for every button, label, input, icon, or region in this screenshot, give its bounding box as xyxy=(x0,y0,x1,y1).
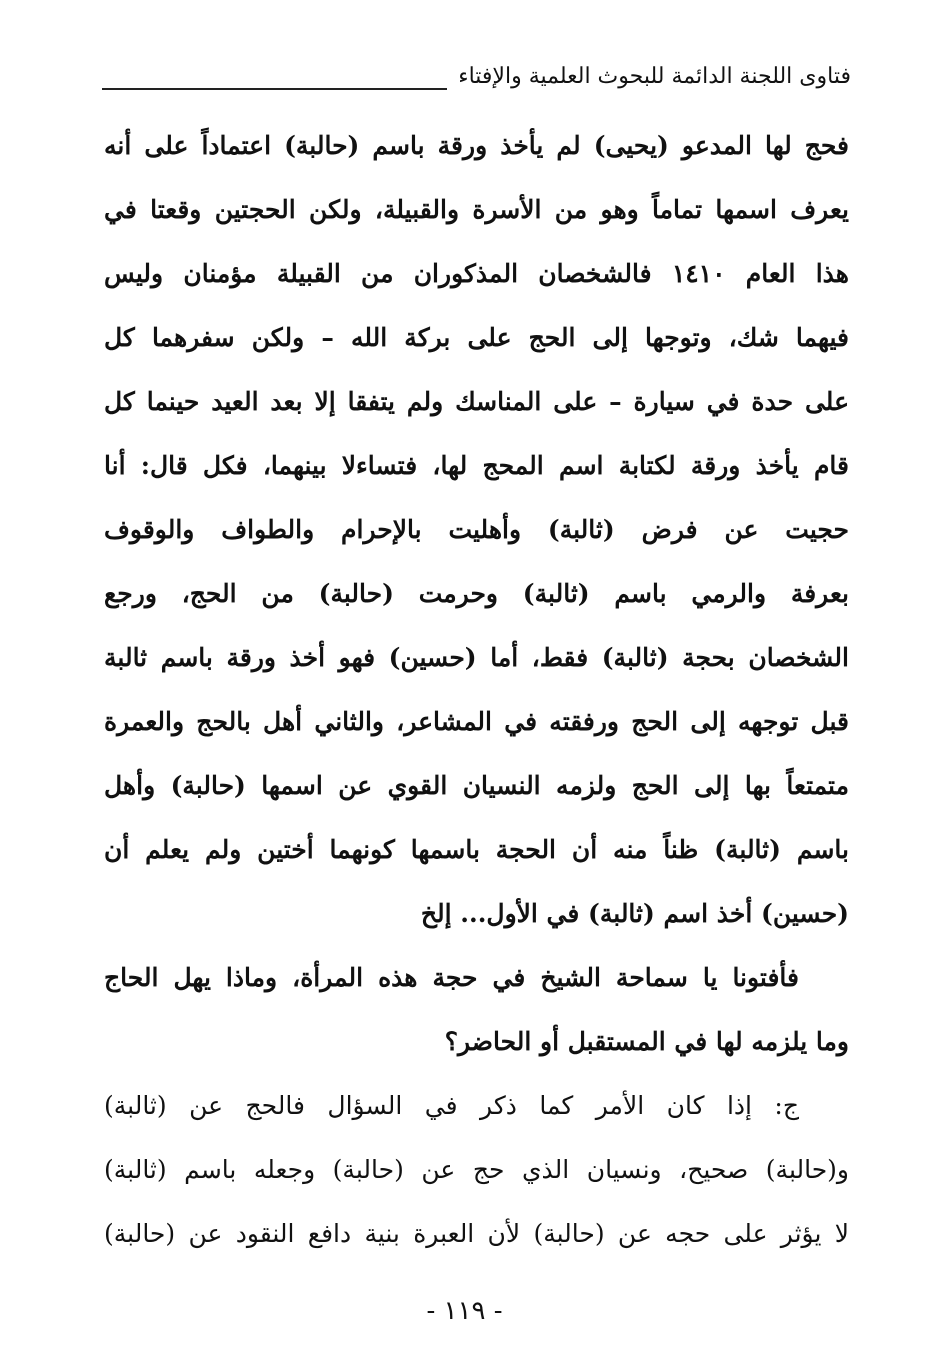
page-number: - ١١٩ - xyxy=(426,1296,503,1326)
question-line: الشخصان بحجة (ثالبة) فقط، أما (حسين) فهو أخذ ورقة باسم ثالبة xyxy=(104,643,849,672)
question-line: فحج لها المدعو (يحيى) لم يأخذ ورقة باسم (حالبة) اعتماداً على أنه xyxy=(104,131,849,160)
question-line: قبل توجهه إلى الحج ورفقته في المشاعر، والثاني أهل بالحج والعمرة xyxy=(104,707,849,736)
request-line: وما يلزمه لها في المستقبل أو الحاضر؟ xyxy=(444,1027,849,1056)
question-line: متمتعاً بها إلى الحج ولزمه النسيان القوي عن اسمها (حالبة) وأهل xyxy=(104,771,849,800)
request-paragraph xyxy=(104,946,849,1074)
question-paragraph xyxy=(104,114,849,946)
question-line: فيهما شك، وتوجها إلى الحج على بركة الله – ولكن سفرهما كل xyxy=(104,323,849,352)
request-line: فأفتونا يا سماحة الشيخ في حجة هذه المرأة، وماذا يهل الحاج xyxy=(104,963,799,992)
body-text xyxy=(104,114,849,1266)
question-line: (حسين) أخذ اسم (ثالبة) في الأول... إلخ xyxy=(420,899,849,928)
question-line: بعرفة والرمي باسم (ثالبة) وحرمت (حالبة) من الحج، ورجع xyxy=(104,579,849,608)
question-line: حجيت عن فرض (ثالبة) وأهليت بالإحرام والطواف والوقوف xyxy=(104,515,849,544)
header-rule xyxy=(102,88,447,90)
question-line: هذا العام ١٤١٠ فالشخصان المذكوران من القبيلة مؤمنان وليس xyxy=(104,259,849,288)
header-title: فتاوى اللجنة الدائمة للبحوث العلمية والإفتاء xyxy=(458,64,851,89)
answer-line: لا يؤثر على حجه عن (حالبة) لأن العبرة بنية دافع النقود عن (حالبة) xyxy=(104,1219,849,1248)
question-line: يعرف اسمها تماماً وهو من الأسرة والقبيلة، ولكن الحجتين وقعتا في xyxy=(104,195,849,224)
question-line: على حدة في سيارة – على المناسك ولم يتفقا إلا بعد العيد حينما كل xyxy=(104,387,849,416)
answer-paragraph xyxy=(104,1074,849,1266)
question-line: باسم (ثالبة) ظناً منه أن الحجة باسمها كونهما أختين ولم يعلم أن xyxy=(104,835,849,864)
question-line: قام يأخذ ورقة لكتابة اسم المحج لها، فتساءلا بينهما، فكل قال: أنا xyxy=(104,451,849,480)
answer-line: ج: إذا كان الأمر كما ذكر في السؤال فالحج عن (ثالبة) xyxy=(104,1091,799,1120)
answer-line: و(حالبة) صحيح، ونسيان الذي حج عن (حالبة) وجعله باسم (ثالبة) xyxy=(104,1155,849,1184)
running-header xyxy=(102,58,851,102)
